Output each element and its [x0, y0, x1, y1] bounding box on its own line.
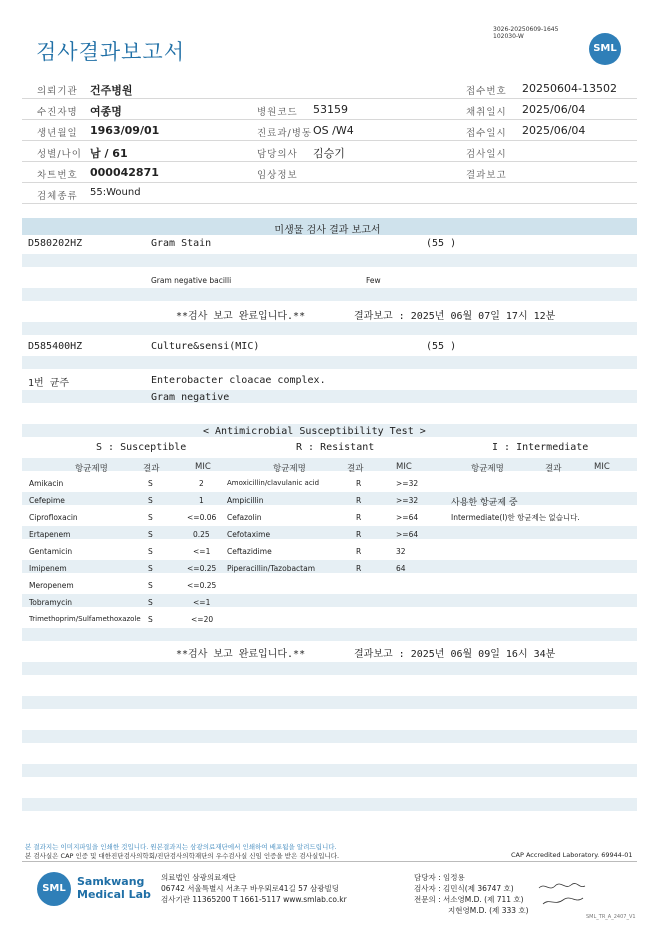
- brand-line-2: Medical Lab: [77, 888, 151, 901]
- ast-result: R: [356, 479, 362, 488]
- col-drug-3: 항균제명: [471, 464, 504, 474]
- test2-name: Culture&sensi(MIC): [151, 341, 260, 352]
- row-band: [22, 662, 637, 675]
- ast-result: S: [148, 564, 153, 573]
- ast-result: S: [148, 581, 153, 590]
- hospital-label: 의뢰기관: [37, 86, 78, 97]
- result-report-label: 결과보고: [466, 170, 507, 181]
- ast-mic: <=1: [193, 547, 211, 556]
- report-time-1: 결과보고 : 2025년 06월 07일 17시 12분: [354, 311, 556, 322]
- row-band: [22, 798, 637, 811]
- org-name: 의료법인 삼광의료재단: [161, 873, 236, 882]
- row-band: [22, 696, 637, 709]
- divider: [22, 140, 637, 141]
- test1-code: D580202HZ: [28, 238, 83, 249]
- ast-result: S: [148, 479, 153, 488]
- divider: [22, 161, 637, 162]
- divider: [22, 98, 637, 99]
- sml-logo-icon: SML: [589, 33, 621, 65]
- row-band: [22, 594, 637, 607]
- organism-gram: Gram negative: [151, 392, 230, 403]
- report-time-2: 결과보고 : 2025년 06월 09일 16시 34분: [354, 649, 556, 660]
- ast-drug: Ciprofloxacin: [29, 513, 78, 522]
- ast-result: S: [148, 530, 153, 539]
- ast-result: S: [148, 615, 153, 624]
- chart-no-label: 차트번호: [37, 170, 78, 181]
- row-band: [22, 322, 637, 335]
- legend-susceptible: S : Susceptible: [96, 442, 187, 453]
- notice-line-2: 본 검사실은 CAP 인증 및 대한진단검사의학회/진단검사의학재단의 우수검사실 신임 인증을 받은 검사실입니다.: [25, 852, 340, 860]
- document-id: [493, 26, 558, 40]
- ast-result: R: [356, 564, 362, 573]
- doctor-label: 담당의사: [257, 149, 298, 160]
- cap-accreditation: CAP Accredited Laboratory. 69944-01: [511, 851, 633, 859]
- ast-drug: Cefazolin: [227, 513, 262, 522]
- divider: [22, 119, 637, 120]
- notice-line-1: 본 결과지는 이미지파일을 인쇄한 것입니다. 원본결과지는 삼광의료재단에서 인쇄하여 배포됨을 알려드립니다.: [25, 843, 337, 851]
- test2-code: D585400HZ: [28, 341, 83, 352]
- ast-drug: Amoxicillin/clavulanic acid: [227, 479, 320, 487]
- receipt-no-label: 접수번호: [466, 86, 507, 97]
- ast-drug: Ampicillin: [227, 496, 264, 505]
- brand-line-1: Samkwang: [77, 875, 145, 888]
- signature-icon: [537, 880, 587, 910]
- ast-mic: <=0.25: [187, 564, 217, 573]
- name-label: 수진자명: [37, 107, 78, 118]
- col-mic-2: MIC: [396, 462, 412, 472]
- dob-label: 생년월일: [37, 128, 78, 139]
- org-address: 06742 서울특별시 서초구 바우뫼로41길 57 삼광빌딩: [161, 884, 340, 893]
- report-complete-2: **검사 보고 완료입니다.**: [176, 649, 306, 660]
- ast-result: S: [148, 496, 153, 505]
- ast-mic: <=0.25: [187, 581, 217, 590]
- collect-date-value: 2025/06/04: [522, 103, 586, 116]
- col-drug-1: 항균제명: [75, 464, 108, 474]
- ast-mic: 0.25: [193, 530, 210, 539]
- collect-date-label: 채취일시: [466, 107, 507, 118]
- ast-result: S: [148, 598, 153, 607]
- ast-drug: Meropenem: [29, 581, 74, 590]
- isolate-label: 1번 균주: [28, 378, 70, 389]
- intermediate-note-2: Intermediate(I)한 항균제는 없습니다.: [451, 513, 580, 522]
- test2-specimen: (55 ): [426, 341, 457, 352]
- ast-mic: >=64: [396, 530, 419, 539]
- chart-no-value: 000042871: [90, 166, 159, 179]
- ast-drug: Piperacillin/Tazobactam: [227, 564, 316, 573]
- document-id-line1: 3026-20250609-1645: [493, 26, 559, 33]
- exam-date-label: 검사일시: [466, 149, 507, 160]
- name-value: 여종명: [90, 105, 122, 118]
- specimen-value: 55:Wound: [90, 187, 141, 198]
- col-result-2: 결과: [347, 464, 364, 474]
- sex-age-value: 남 / 61: [90, 147, 128, 160]
- dept-value: OS /W4: [313, 124, 354, 137]
- divider: [22, 182, 637, 183]
- legend-intermediate: I : Intermediate: [492, 442, 589, 453]
- ast-drug: Gentamicin: [29, 547, 73, 556]
- intermediate-note-1: 사용한 항균제 중: [451, 498, 518, 508]
- doctor-value: 김승기: [313, 147, 345, 160]
- dept-label: 진료과/병동: [257, 128, 313, 139]
- section-title: 미생물 검사 결과 보고서: [274, 225, 381, 236]
- clinical-info-label: 임상정보: [257, 170, 298, 181]
- footer-divider: [22, 861, 637, 862]
- ast-mic: 32: [396, 547, 406, 556]
- staff-info: [414, 872, 529, 916]
- gram-quantity: Few: [366, 276, 381, 285]
- ast-result: R: [356, 513, 362, 522]
- ast-drug: Trimethoprim/Sulfamethoxazole: [29, 615, 141, 623]
- row-band: [22, 288, 637, 301]
- ast-title: < Antimicrobial Susceptibility Test >: [203, 426, 426, 437]
- ast-mic: <=1: [193, 598, 211, 607]
- brand-name: [77, 875, 151, 901]
- row-band: [22, 526, 637, 539]
- ast-mic: 64: [396, 564, 406, 573]
- row-band: [22, 492, 637, 505]
- hospital-value: 건주병원: [90, 84, 133, 97]
- divider: [22, 203, 637, 204]
- row-band: [22, 356, 637, 369]
- samkwang-logo-icon: SML: [37, 872, 71, 906]
- document-id-line2: 102030-W: [493, 33, 524, 40]
- hospital-code-value: 53159: [313, 103, 348, 116]
- col-mic-3: MIC: [594, 462, 610, 472]
- ast-result: S: [148, 513, 153, 522]
- dob-value: 1963/09/01: [90, 124, 160, 137]
- row-band: [22, 560, 637, 573]
- row-band: [22, 628, 637, 641]
- receive-date-value: 2025/06/04: [522, 124, 586, 137]
- ast-mic: <=0.06: [187, 513, 217, 522]
- row-band: [22, 730, 637, 743]
- ast-result: S: [148, 547, 153, 556]
- gram-result: Gram negative bacilli: [151, 276, 232, 285]
- page-title: 검사결과보고서: [36, 40, 186, 64]
- ast-result: R: [356, 530, 362, 539]
- col-result-3: 결과: [545, 464, 562, 474]
- receive-date-label: 접수일시: [466, 128, 507, 139]
- ast-result: R: [356, 496, 362, 505]
- ast-mic: >=32: [396, 496, 419, 505]
- row-band: [22, 254, 637, 267]
- ast-drug: Ertapenem: [29, 530, 71, 539]
- ast-mic: 1: [199, 496, 204, 505]
- ast-drug: Cefotaxime: [227, 530, 271, 539]
- row-band: [22, 764, 637, 777]
- legend-resistant: R : Resistant: [296, 442, 375, 453]
- ast-drug: Imipenem: [29, 564, 67, 573]
- ast-mic: >=64: [396, 513, 419, 522]
- staff-line-2: 검사자 : 김민식(제 36747 호): [414, 884, 514, 893]
- test1-name: Gram Stain: [151, 238, 212, 249]
- ast-mic: <=20: [191, 615, 214, 624]
- org-info: [161, 872, 347, 905]
- sex-age-label: 성별/나이: [37, 149, 82, 160]
- ast-drug: Amikacin: [29, 479, 64, 488]
- col-result-1: 결과: [143, 464, 160, 474]
- row-band: [22, 390, 637, 403]
- receipt-no-value: 20250604-13502: [522, 82, 617, 95]
- staff-line-4: 지현영M.D. (제 333 호): [448, 906, 529, 915]
- staff-line-3: 전문의 : 서소영M.D. (제 711 호): [414, 895, 524, 904]
- ast-drug: Cefepime: [29, 496, 65, 505]
- ast-mic: >=32: [396, 479, 419, 488]
- test1-specimen: (55 ): [426, 238, 457, 249]
- report-complete-1: **검사 보고 완료입니다.**: [176, 311, 306, 322]
- specimen-label: 검체종류: [37, 191, 78, 202]
- col-drug-2: 항균제명: [273, 464, 306, 474]
- ast-drug: Ceftazidime: [227, 547, 272, 556]
- ast-drug: Tobramycin: [29, 598, 73, 607]
- hospital-code-label: 병원코드: [257, 107, 298, 118]
- form-code: SML_TR_A_2407_V1: [586, 914, 636, 920]
- organism-name: Enterobacter cloacae complex.: [151, 375, 326, 386]
- col-mic-1: MIC: [195, 462, 211, 472]
- ast-mic: 2: [199, 479, 204, 488]
- org-contact: 검사기관 11365200 T 1661-5117 www.smlab.co.kr: [161, 895, 347, 904]
- ast-result: R: [356, 547, 362, 556]
- staff-line-1: 담당자 : 임정용: [414, 873, 465, 882]
